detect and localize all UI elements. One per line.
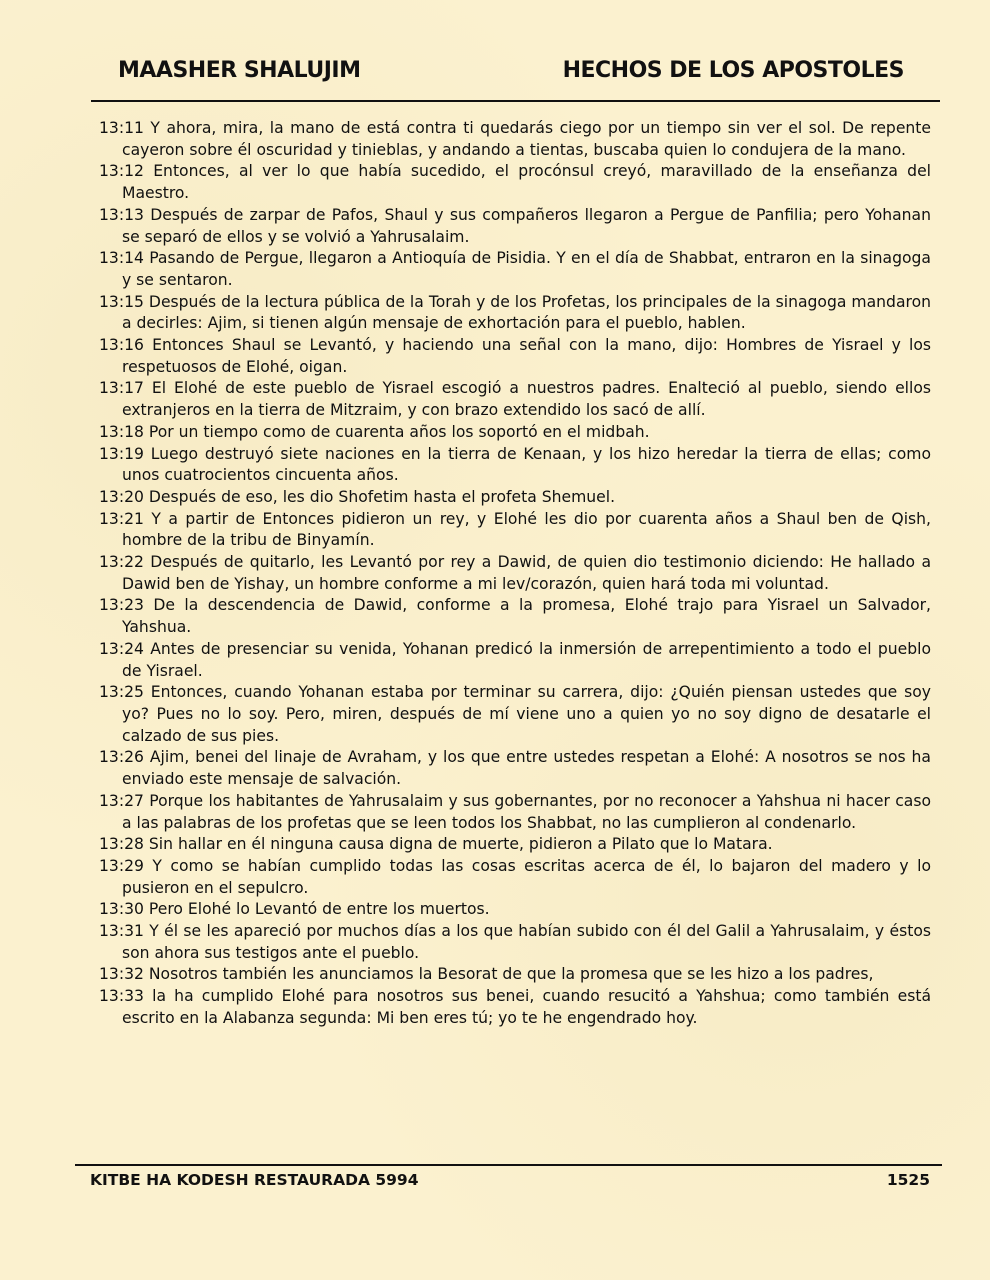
verse-13-12: 13:12 Entonces, al ver lo que había sucedido, el procónsul creyó, maravillado de la enseñanza del Maestro.: [99, 162, 931, 203]
page-header: [118, 58, 904, 90]
verse-13-23: 13:23 De la descendencia de Dawid, conforme a la promesa, Elohé trajo para Yisrael un Salvador, Yahshua.: [99, 596, 931, 637]
book-title-hebrew: MAASHER SHALUJIM: [118, 58, 361, 83]
verse-13-32: 13:32 Nosotros también les anunciamos la Besorat de que la promesa que se les hizo a los padres,: [99, 965, 874, 984]
verse-13-19: 13:19 Luego destruyó siete naciones en la tierra de Kenaan, y los hizo heredar la tierra de ellas; como unos cuatrocientos cincuenta años.: [99, 444, 931, 485]
verse-13-25: 13:25 Entonces, cuando Yohanan estaba por terminar su carrera, dijo: ¿Quién piensan ustedes que soy yo? Pues no lo soy. Pero, miren, después de mí viene uno a quien yo no soy digno de desatarle el calzado de sus pies.: [99, 683, 931, 745]
verse-list: [99, 118, 931, 1030]
verse-13-22: 13:22 Después de quitarlo, les Levantó por rey a Dawid, de quien dio testimonio diciendo: He hallado a Dawid ben de Yishay, un hombre conforme a mi lev/corazón, quien hará toda mi voluntad.: [99, 553, 931, 593]
verse-13-20: 13:20 Después de eso, les dio Shofetim hasta el profeta Shemuel.: [99, 487, 616, 506]
verse-13-31: 13:31 Y él se les apareció por muchos días a los que habían subido con él del Galil a Yahrusalaim, y éstos son ahora sus testigos ante el pueblo.: [99, 922, 931, 962]
verse-13-13: 13:13 Después de zarpar de Pafos, Shaul y sus compañeros llegaron a Pergue de Panfilia; pero Yohanan se separó de ellos y se volvió a Yahrusalaim.: [99, 205, 931, 246]
verse-13-14: 13:14 Pasando de Pergue, llegaron a Antioquía de Pisidia. Y en el día de Shabbat, entraron en la sinagoga y se sentaron.: [99, 249, 931, 289]
verse-13-30: 13:30 Pero Elohé lo Levantó de entre los muertos.: [99, 900, 490, 919]
verse-13-18: 13:18 Por un tiempo como de cuarenta años los soportó en el midbah.: [99, 422, 650, 441]
verse-13-24: 13:24 Antes de presenciar su venida, Yohanan predicó la inmersión de arrepentimiento a todo el pueblo de Yisrael.: [99, 639, 931, 680]
verse-13-26: 13:26 Ajim, benei del linaje de Avraham, y los que entre ustedes respetan a Elohé: A nosotros se nos ha enviado este mensaje de salvación.: [99, 748, 931, 789]
verse-13-33: 13:33 la ha cumplido Elohé para nosotros sus benei, cuando resucitó a Yahshua; como también está escrito en la Alabanza segunda: Mi ben eres tú; yo te he engendrado hoy.: [99, 987, 931, 1027]
verse-13-28: 13:28 Sin hallar en él ninguna causa digna de muerte, pidieron a Pilato que lo Matara.: [99, 835, 773, 854]
verse-13-27: 13:27 Porque los habitantes de Yahrusalaim y sus gobernantes, por no reconocer a Yahshua ni hacer caso a las palabras de los profetas que se leen todos los Shabbat, no las cumplieron al condenarlo.: [99, 791, 931, 832]
verse-13-21: 13:21 Y a partir de Entonces pidieron un rey, y Elohé les dio por cuarenta años a Shaul ben de Qish, hombre de la tribu de Binyamín.: [99, 509, 931, 550]
verse-13-11: 13:11 Y ahora, mira, la mano de está contra ti quedarás ciego por un tiempo sin ver el sol. De repente cayeron sobre él oscuridad y tinieblas, y andando a tientas, buscaba quien lo condujera de la mano.: [99, 119, 931, 159]
footer-divider: [75, 1164, 942, 1166]
header-divider: [91, 100, 940, 102]
footer-edition-title: KITBE HA KODESH RESTAURADA 5994: [90, 1171, 419, 1189]
verse-13-15: 13:15 Después de la lectura pública de la Torah y de los Profetas, los principales de la sinagoga mandaron a decirles: Ajim, si tienen algún mensaje de exhortación para el pueblo, hablen.: [99, 292, 931, 333]
verse-13-29: 13:29 Y como se habían cumplido todas las cosas escritas acerca de él, lo bajaron del madero y lo pusieron en el sepulcro.: [99, 856, 931, 897]
book-title-spanish: HECHOS DE LOS APOSTOLES: [562, 58, 904, 83]
verse-13-16: 13:16 Entonces Shaul se Levantó, y haciendo una señal con la mano, dijo: Hombres de Yisrael y los respetuosos de Elohé, oigan.: [99, 336, 931, 376]
verse-13-17: 13:17 El Elohé de este pueblo de Yisrael escogió a nuestros padres. Enalteció al pueblo, siendo ellos extranjeros en la tierra de Mitzraim, y con brazo extendido los sacó de allí.: [99, 379, 931, 420]
page-number: 1525: [886, 1171, 930, 1189]
